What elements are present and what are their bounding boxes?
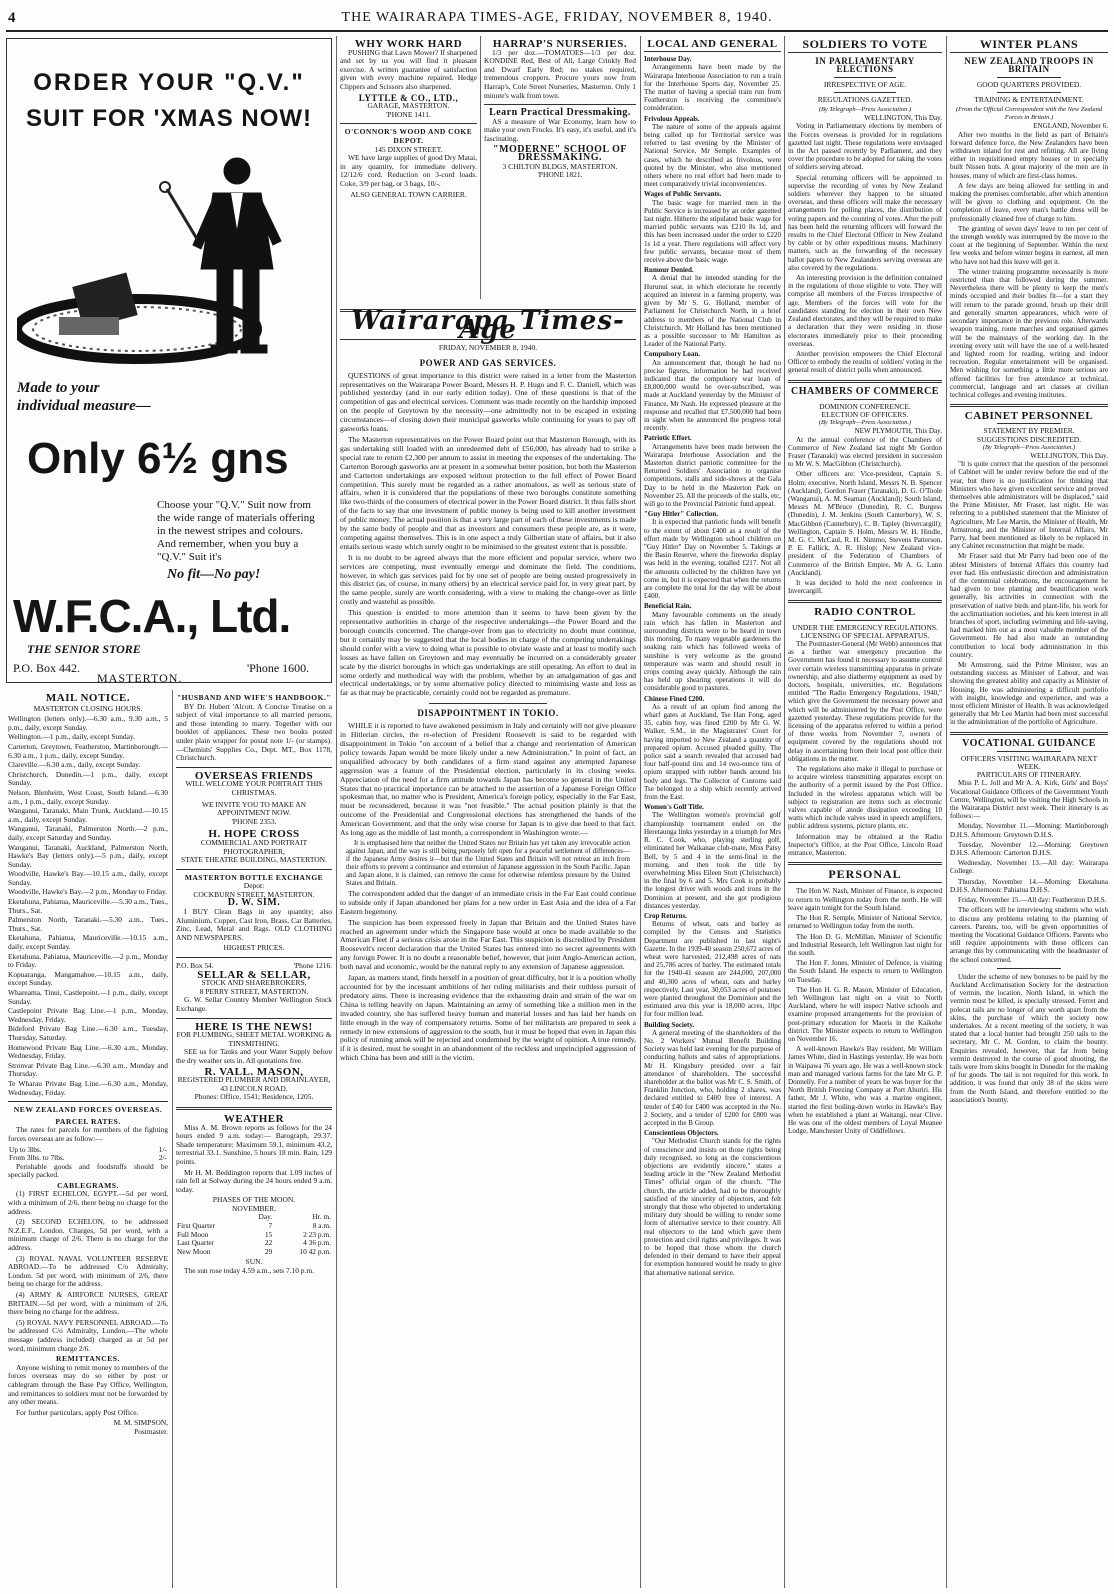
moon-time: 2 23 p.m.: [303, 1229, 331, 1239]
small-ads-column: [176, 690, 332, 1590]
dress-title: Learn Practical Dressmaking.: [489, 107, 631, 119]
local-text: An announcement that, though he had no precise figures, information he had received indicated that the compulsory war loan of £8,000,000 would be over-subscribed, was made at Auckland yesterday by the Minister of Finance, Mr Nash. He expressed pleasure at the response and recalled that £7,500,000 had been in sight when he announced the progress total recently.: [644, 358, 781, 433]
mail-line: Eketahuna, Pahiatua, Mauriceville.—10.15 a.m., daily, except Sunday.: [8, 933, 168, 952]
column-divider: [172, 690, 173, 1588]
mail-line: Te Wharau Private Bag Line.—6.30 a.m., Monday, Wednesday, Friday.: [8, 1078, 168, 1097]
radio-title: RADIO CONTROL: [814, 606, 916, 619]
news-title: HERE IS THE NEWS!: [195, 1020, 313, 1033]
cable-item: (3) ROYAL NAVAL VOLUNTEER RESERVE ABROAD.—To be addressed C/o Admiralty, London. 5d per word, with minimum of 2/6, there being no charge for the address.: [8, 1253, 168, 1289]
bottle-title: MASTERTON BOTTLE EXCHANGE: [184, 872, 324, 882]
mail-line: Bideford Private Bag Line.—6.30 a.m., Tuesday, Thursday, Saturday.: [8, 1024, 168, 1042]
bottle-depot: Depot:: [243, 881, 265, 891]
cabinet-dateline: WELLINGTON, This Day.: [1030, 451, 1108, 460]
local-head: Building Society.: [644, 1020, 695, 1029]
winter-byline: (From the Official Correspondent with the New Zealand Forces in Britain.): [955, 106, 1103, 122]
personal-title: PERSONAL: [828, 867, 902, 882]
ad-phone: 'Phone 1600.: [247, 661, 310, 675]
wfca-advertisement: [6, 38, 332, 683]
soldiers-dateline: WELLINGTON, This Day.: [864, 114, 942, 123]
moon-phase: Last Quarter: [177, 1238, 215, 1248]
mail-lines: [8, 715, 168, 1097]
mail-title: MAIL NOTICE.: [45, 692, 131, 704]
local-head: Interhouse Day.: [644, 55, 692, 64]
editorial-para: WHILE it is reported to have awakened pessimism in Italy and certainly will not give pleasure in Hitlerian circles, the re-election of President Roosevelt is said to be regarded with disappointment in Tokio "on account of a belief that a change and reorientation of American policy towards Japan would be more likely under a new Administration." In point of fact, an unqualified advocacy by both candidates of a firm stand against any attempted Japanese aggression was a feature of the Presidential election, particularly in its closing weeks. Appreciation of the need for a firm attitude towards Japan has become so general in the United States that no practical importance can be attached to the assertion of a Japanese Foreign Office spokesman that, no matter who is President, America's foreign policy, especially in the Far East, must be reconsidered, because it was "not feasible." The actual position plainly is that the outcome of the Presidential and Congressional elections has strengthened the hands of the American Government, and that the only wise course for Japan is to give due heed to that fact. As long ago as the middle of last month, a correspondent in Washington wrote:—: [340, 721, 636, 838]
weather-text-2: Mr H. M. Beddington reports that 1.09 inches of rain fell at Solway during the 24 hours ended 9 a.m. today.: [176, 1167, 332, 1194]
hope-sub: COMMERCIAL AND PORTRAIT PHOTOGRAPHER,: [200, 837, 308, 856]
local-text: The basic wage for married men in the Public Service is increased by an order gazetted last night. Hitherto the stipulated basic wage for married public servants was £210 8s 1d, and this has been increased under the order to £220 1s 1d a year. There regulations will affect very few public servants, because most of them receive above the basic wage.: [644, 198, 781, 265]
ad-town: MASTERTON.: [97, 671, 183, 683]
wood-text: WE have large supplies of good Dry Matai, in any quantity, for immediate delivery. 12/12/6 cord. Reduction on 3-cord loads. Coke, 3/9 per bag, or 3 bags, 10/-.: [340, 153, 477, 188]
editorial-title: POWER AND GAS SERVICES.: [419, 357, 557, 368]
masthead-title: THE WAIRARAPA TIMES-AGE, FRIDAY, NOVEMBER 8, 1940.: [341, 10, 773, 25]
cabinet-title: CABINET PERSONNEL: [964, 410, 1094, 423]
cable-item: (5) ROYAL NAVY PERSONNEL ABROAD.—To be addressed C/o Admiralty, London.—The whole message (address included) charged as at 5d per word, minimum charge 2/6.: [8, 1317, 168, 1353]
soldiers-para: An interesting provision is the definition contained in the regulations of those eligible to vote. They will comprise all members of the Forces irrespective of age. Members of the forces will vote for the candidates standing for election in their own New Zealand electorates, and they will be required to make a declaration that they were residing in those electorates immediately prior to their proceeding overseas.: [788, 274, 942, 348]
mail-line: Stronvar Private Bag Line.—6.30 a.m., Monday and Thursday.: [8, 1060, 168, 1079]
cable-title: CABLEGRAMS.: [57, 1180, 119, 1190]
sellar-box: P.O. Box 54.: [176, 961, 214, 971]
mail-notice-column: [8, 690, 168, 1590]
overseas-phone: 'PHONE 2353.: [231, 816, 277, 826]
news-sub: FOR PLUMBING, SHEET METAL WORKING & TINSMITHING.: [176, 1030, 332, 1048]
ad-headline-1: ORDER YOUR "Q.V.": [33, 69, 305, 96]
remit-title: REMITTANCES.: [56, 1354, 120, 1364]
cable-item: (2) SECOND ECHELON, to be addressed N.Z.E.F., London. Charges, 5d per word, with a minimum charge of 2/6. There is no charge for the address.: [8, 1217, 168, 1253]
bottle-text: I BUY Clean Bags in any quantity; also Aluminium, Copper, Cast Iron, Brass, Car Batteries, Zinc, Lead, Metal and Rags. OLD CLOTHING AND NEWSPAPERS.: [176, 907, 332, 942]
vocational-para: Under the scheme of new bonuses to be paid by the Auckland Acclimatisation Society for the destruction of vermin, the location, North Island, in which the vermin must be killed, is specially stressed. Ferret and polecat tails are no longer of any worth apart from the skins, the purchase of which the society now undertakes. At a recent meeting of the society, it was stated that a local hunter had brought 250 tails to the secretary, Mr C. M. Gordon, to claim the bounty. Enquiries revealed, however, that far from being vermin destroyed in the course of good shooting, the tails were from skins bought in Dunedin for the making of fur goods. The tail is not required for this work. In addition, it was found that only 38 of the skins were from the North Island, and therefore entitled to the association's bounty.: [950, 972, 1108, 1104]
radio-para: The regulations also make it illegal to purchase or to acquire wireless transmitting apparatus except on the authority of a permit issued by the Post Office. Included in the wireless apparatus which will be subject to registration are items such as electronic valves capable of anode dissipation exceeding 10 watts which include valves used in speech amplifiers, public address systems, picture plants, etc.: [788, 765, 942, 831]
winter-para: The winter training programme necessarily is more restricted than that followed during the summer. Nevertheless there will be plenty to keep the men's minds occupied and their bodies fit—for a start they will return to the parade ground, brush up their drill and generally smarten appearances, which were of secondary importance in the previous role. Afterwards weapon training, route marches and organised games will be the mainstays of the working day. In the evening every unit will have the use of a well-heated and lighted room for reading, writing and indoor recreation. Regular entertainment will be organised. Men wishing for something a little more serious are offered facilities for free attendance at technical, commercial, language and art classes at civilian technical colleges and evening institutes.: [950, 267, 1108, 399]
personal-para: The Hon W. Nash, Minister of Finance, is expected to return to Wellington today from the north. He will leave again tonight for the South Island.: [788, 887, 942, 912]
sellar-addr: 8 PERRY STREET, MASTERTON.: [199, 986, 309, 996]
chambers-para: It was decided to hold the next conference in Invercargill.: [788, 578, 942, 596]
ad-box: P.O. Box 442.: [13, 661, 81, 675]
mail-line: Palmerston North, Taranaki.—5.30 a.m., Tues., Thurs., Sat.: [8, 915, 168, 933]
work-addr: GARAGE, MASTERTON.: [367, 101, 450, 111]
vocational-para: Wednesday, November 13.—All day: Wairarapa College.: [950, 859, 1108, 876]
column-divider: [336, 36, 337, 1588]
cable-item: (1) FIRST ECHELON, EGYPT.—5d per word, with a minimum of 2/6, there being no charge for the address.: [8, 1189, 168, 1216]
page-number: 4: [8, 10, 16, 26]
mason-name: R. VALL. MASON,: [204, 1065, 304, 1078]
mail-line: Eketahuna, Pahiatua, Mauriceville.—5.30 a.m., Tues., Thurs., Sat.: [8, 897, 168, 915]
parcel-title: PARCEL RATES.: [55, 1116, 121, 1126]
editorial-column: [340, 304, 636, 1590]
ad-tagline: Made to your individual measure—: [17, 380, 151, 414]
dress-name: "MODERNE" SCHOOL OF DRESSMAKING.: [493, 143, 627, 164]
local-head: Compulsory Loan.: [644, 350, 701, 359]
radio-sub-2: LICENSING OF SPECIAL APPARATUS.: [800, 630, 930, 640]
sellar-sub: STOCK AND SHAREBROKERS,: [201, 978, 307, 988]
ad-company: W.F.C.A., Ltd.: [13, 590, 291, 642]
sun-text: The sun rose today 4.59 a.m., sets 7.10 p.m.: [184, 1266, 314, 1276]
rate-value: 2/-: [158, 1153, 167, 1163]
editorial-para: This question is entitled to more attention than it seems to have been given by the representative authorities in charge of the respective undertakings—the Power Board and the borough councils concerned. The change-over from gas to electricity no doubt must continue, but it certainly may be suggested that the local bodies in charge of the competing undertakings should confer with a view to doing what is possible to obviate waste and at least to modify such losses as have fallen on Greytown and may eventually be incurred on a considerably greater scale by the district boroughs in which gas undertakings are still operating. An effort to deal in some orderly and methodical way with the problem, whether by an amalgamation of gas and electrical undertakings, or by some alternative policy directed to minimising waste and loss as far as that may be practicable, certainly could not be regarded as premature.: [340, 608, 636, 698]
personal-para: The Hon R. Semple, Minister of National Service, returned to Wellington today from the north.: [788, 914, 942, 931]
ad-price: Only 6½ gns: [27, 434, 289, 483]
cabinet-para: Mr Fraser said that Mr Parry had been one of the ablest Ministers of Internal Affairs this country had ever had. His enthusiastic direction and administration of the centennial celebrations, the encouragement he had given to tree planting and beautification work generally, his activities in connection with the preservation of native birds and plant-life, his work for the acclimatisation societies, and his keen interest in all branches of sport, including swimming and life-saving, had marked him out as a most valuable member of the Government. He had also made an outstanding contribution to local body administration in this country.: [950, 552, 1108, 659]
husband-text: BY Dr. Hubert 'Alcott. A Concise Treatise on a subject of vital importance to all married persons, and those intending to marry. Together with our booklet of appliances. These two books posted under plain wrapper for postal note 1/- (or stamps).—Chemists' Supplies Co., Dept. MT., Box 1178, Christchurch.: [176, 701, 332, 763]
rate-label: From 3lbs. to 7lbs.: [9, 1153, 65, 1163]
overseas-text: WE INVITE YOU TO MAKE AN APPOINTMENT NOW.: [201, 799, 307, 818]
local-head: Conscientious Objectors.: [644, 1129, 719, 1138]
local-text: Arrangements have been made by the Wairarapa Interhouse Association to run a train for the Interhouse Sports day, November 25. The matter of having a special train run from Featherston is receiving the committee's consideration.: [644, 63, 781, 113]
mason-phone: Phones: Office, 1541; Residence, 1205.: [194, 1092, 314, 1102]
editorial-para: The suspicion has been expressed freely in Japan that Britain and the United States have reached an agreement under which the Singapore base would at once be made available to the American Fleet if a serious crisis arose in the Far East. This suspicion is discredited by President Roosevelt's recent declaration that the United States has entered into no secret agreements with any foreign Power. It is no doubt a reasonable belief, however, that joint Anglo-American action, both naval and economic, would be the natural reply to any extension of Japanese aggression.: [340, 917, 636, 972]
mail-line: Wanganui, Taranaki, Palmerston North.—2 p.m., daily, except Saturday and Sunday.: [8, 824, 168, 842]
mail-line: Eketahuna, Pahiatua, Mauriceville.—2 p.m., Monday to Friday.: [8, 951, 168, 970]
sellar-phone: 'Phone 1216.: [293, 961, 332, 971]
mail-line: Kopuaranga, Mangamahoe.—10.15 a.m., daily, except Sunday.: [8, 969, 168, 988]
cabinet-para: Mr Armstrong, said the Prime Minister, was an outstanding success as Minister of Labour, and was showing the greatest ability and capacity as Minister of Housing. He was administering a difficult portfolio with insight, knowledge and experience, and was a most efficient Minister of Health. It was acknowledged generally that Mr Lee Martin had been most successful in the administration of the portfolio of Agriculture.: [950, 661, 1108, 727]
radio-para: Information may be obtained at the Radio Inspector's Office, at the Post Office, Lincoln Road entrance, Masterton.: [788, 832, 942, 858]
signer: M. M. SIMPSON,: [113, 1418, 168, 1428]
moon-month: NOVEMBER.: [232, 1203, 276, 1213]
chambers-sub-2: ELECTION OF OFFICERS.: [821, 409, 909, 419]
work-title: WHY WORK HARD: [354, 40, 463, 50]
vocational-para: Thursday, November 14.—Morning: Eketahuna D.H.S. Afternoon: Pahiatua D.H.S.: [950, 877, 1108, 894]
vocational-title: VOCATIONAL GUIDANCE: [962, 737, 1096, 749]
soldiers-para: Voting in Parliamentary elections by members of the Forces overseas is provided for in regulations gazetted last night. These regulations were envisaged in the Act passed recently by Parliament, and they cover the procedure to be adopted for taking the votes of soldiers serving abroad.: [788, 122, 942, 172]
vocational-sub-1: OFFICERS VISITING WAIRARAPA NEXT WEEK.: [960, 753, 1098, 772]
winter-sub-3: TRAINING & ENTERTAINMENT.: [974, 94, 1084, 104]
local-general-column: [644, 40, 781, 1590]
soldiers-sub-1: IN PARLIAMENTARY ELECTIONS: [815, 56, 915, 75]
local-text: The nature of some of the appeals against being called up for Territorial service was referred to last evening by the Minister of National Service, Mr Semple. Examples of cases, which he described as frivolous, were quoted by the Minister, who also mentioned others where no real effort had been made to meet comparatively trivial inconveniences.: [644, 122, 781, 189]
mail-line: Wanganui, Taranaki, Auckland, Palmerston North, Hawke's Bay (letters only).—5 p.m., daily, except Sunday.: [8, 842, 168, 869]
winter-para: A few days are being allowed for settling in and making the premises comfortable, after which attention will be given to clothing and equipment. On the completion of leave, every man's battle dress will be professionally cleaned free of charge to him.: [950, 181, 1108, 223]
work-text: PUSHING that Lawn Mower? If sharpened and set by us you will find it pleasant exercise. A written guarantee of satisfaction given with every machine repaired. Hedge Clippers and Scissors also sharpened.: [340, 47, 477, 91]
column-divider: [640, 36, 641, 1588]
dress-phone: 'PHONE 1821.: [537, 170, 583, 180]
radio-para: The Postmaster-General (Mr Webb) announces that as a further war emergency precaution the Government has found it necessary to assume control over certain wireless transmitting apparatus in private ownership, and also diathermy equipment as used by doctors, hospitals, universities, etc. Regulations entitled "The Radio Emergency Regulations, 1940," which give the Government the necessary power and which will be administered by the Post Office, were gazetted yesterday. These regulations provide for the licensing of the apparatus referred to within a period of three weeks from November 7, owners of equipment covered by the regulations should not delay in ascertaining from their local post office their obligations in the matter.: [788, 640, 942, 763]
column-divider: [784, 36, 785, 1588]
mail-line: Whareama, Tinui, Castlepoint.—1 p.m., daily, except Sunday.: [8, 988, 168, 1006]
mail-line: Wellington (letters only).—6.30 a.m., 9.30 a.m., 5 p.m., daily, except Sunday.: [8, 714, 168, 732]
mail-line: Homewood Private Bag Line.—6.30 a.m., Monday, Wednesday, Friday.: [8, 1042, 168, 1061]
mail-line: Carterton, Greytown, Featherston, Martinborough.—6.30 a.m., 1 p.m., daily, except Sunday.: [8, 741, 168, 760]
right-column: [950, 40, 1108, 1590]
editorial-para: Japan, as matters stand, finds herself in a position of great difficulty, but it is a position wholly accounted for by the incessant ambitions of her ruling militarists and their ruthless pursuit of predatory aims. There is increasing evidence that the exhausting drain and strain of the war on China is telling heavily on Japan. Maintaining an army of something like a million men in the invaded country, she has suffered heavy human and material losses and has laid her hands on little enough in the way of compensatory returns. Some of her militarists are prepared to seek a remedy in new extensions of aggression to the south, but it must be hoped that even in Japan this policy of running amok will be rejected and condemned by the weight of opinion. A true remedy, if it is desired, must be sought in an abandonment of the reckless and unprincipled aggression of which China has been and still is the victim.: [340, 973, 636, 1063]
parcel-note: Perishable goods and foodstuffs should be specially packed.: [8, 1161, 168, 1180]
mail-line: Nelson, Blenheim, West Coast, South Island.—6.30 a.m., 1 p.m., daily, except Sunday.: [8, 787, 168, 806]
soldiers-sub-2: IRRESPECTIVE OF AGE.: [823, 79, 907, 89]
moon-day: 7: [268, 1221, 273, 1231]
chambers-sub-1: DOMINION CONFERENCE.: [819, 401, 911, 411]
local-text: It is expected that patriotic funds will benefit to the extent of about £400 as a result of the effort made by Wellington school children on "Guy Hitler" Day on November 5. Takings at the Basin Reserve, where the fireworks display was held in the evening, totalled £217. Not all the amounts collected by the children have yet come in, but it is expected that when the returns are complete the total for the day will be about £400.: [644, 518, 781, 601]
mason-addr: 43 LINCOLN ROAD.: [220, 1083, 288, 1093]
vocational-para: Monday, November 11.—Morning: Martinborough D.H.S. Afternoon: Greytown D.H.S.: [950, 822, 1108, 839]
local-head: Frivolous Appeals.: [644, 114, 700, 123]
local-text: Many favourable comments on the steady rain which has fallen in Masterton and surrounding districts were to be heard in town this morning. To many vegetable gardeners the soaking rain which has followed weeks of sunshine is very welcome as the ground temperature was warm and should result in crops coming away quickly. Although the rain has held up shearing operations it will do considerable good to pastures.: [644, 610, 781, 693]
soldiers-byline: (By Telegraph—Press Association.): [818, 106, 912, 114]
moon-time: 4 36 p.m.: [303, 1238, 331, 1248]
local-title: LOCAL AND GENERAL: [644, 40, 781, 52]
chambers-byline: (By Telegraph—Press Association.): [818, 419, 912, 427]
local-head: "Guy Hitler" Collection.: [644, 510, 719, 519]
local-text: A denial that he intended standing for the Hurunui seat, in which electorate he recently acquired an interest in a farming property, was given by Mr S. G. Holland, member of Parliament for Christchurch North, in a brief address to members of the National Club in Christchurch. Mr Holland has been mentioned as a possible successor to Mr Hamilton as Leader of the National Party.: [644, 274, 781, 349]
mail-line: Clareville.—6.30 a.m., daily, except Sunday.: [8, 760, 141, 770]
ad-headline-2: SUIT FOR 'XMAS NOW!: [25, 105, 313, 132]
moon-head-day: Day.: [258, 1212, 273, 1222]
forces-title: NEW ZEALAND FORCES OVERSEAS.: [13, 1105, 163, 1115]
work-phone: 'PHONE 1411.: [386, 109, 431, 119]
suited-man-illustration: [17, 149, 327, 389]
overseas-sub: WILL WELCOME YOUR PORTRAIT THIS CHRISTMAS.: [185, 779, 323, 797]
husband-title: "HUSBAND AND WIFE'S HANDBOOK.": [176, 693, 332, 702]
moon-time: 10 42 p.m.: [299, 1246, 331, 1256]
top-ads-left: [340, 40, 477, 302]
winter-dateline: ENGLAND, November 6.: [1033, 122, 1108, 131]
winter-para: The granting of seven days' leave to ten per cent of the strength weekly was interrupted by the move to the coast at the beginning of September. Within the next few weeks and before winter begins in earnest, all men who have not had this leave will get it.: [950, 224, 1108, 266]
mail-line: Wellington.—1 p.m., daily, except Sunday.: [8, 732, 135, 742]
moon-table: [176, 1213, 332, 1256]
rate-value: 1/-: [158, 1144, 167, 1154]
column-divider: [946, 36, 947, 1588]
editorial-para: It is no doubt to be agreed always that the more efficient and popular service, where two services are competing, must eventually emerge and dominate the field. The conditions, however, in which gas services paid for by one set of people are being ousted progressively in this district (as, of course, in many others) by an electrical service paid for, in very great part, by the same people, surely are worth considering, with a view to making the change-over as little costly and wasteful as possible.: [340, 552, 636, 607]
hope-name: H. HOPE CROSS: [208, 828, 300, 841]
wood-note: ALSO GENERAL TOWN CARRIER.: [350, 189, 467, 199]
nameplate: Wairarapa Times-Age: [351, 306, 625, 345]
local-head: Rumour Denied.: [644, 266, 694, 275]
local-text: Returns of wheat, oats and barley as compiled by the Census and Statistics Department are published in last night's Gazette. In the 1939-40 season 250,672 acres of wheat were harvested, 212,498 acres of oats and 25,786 acres of barley. The estimated totals for the 1940-41 season are 244,000, 207,000 and 40,300 acres of wheat, oats and barley respectively. Last year, 30,053 acres of potatoes were planted throughout the Dominion and the estimated area this year is 18,000 acres, 10pc for four million lead.: [644, 920, 781, 1019]
ad-body: Choose your "Q.V." Suit now from the wide range of materials offering in the newest stripes and colours. And remember, when you buy a "Q.V." Suit it's: [157, 499, 315, 563]
local-text: As a result of an opium find among the wharf gates at Auckland, Tse Han Fong, aged 35, cabin boy, was fined £200 by Mr G. W. Walker, S.M., in the Magistrates' Court for having imported to New Zealand a quantity of prepared opium. Accused pleaded guilty. The police said a search revealed that accused had four half-pound tins and 14 two-ounce tins of opium strapped with rubber bands around his body and legs. The Collector of Customs said Tse belonged to a ship which recently arrived from the East.: [644, 702, 781, 802]
personal-para: A well-known Hawke's Bay resident, Mr William James White, died in Hastings yesterday. He was born in Waipawa 76 years ago. He was a well-known stock man and managed various farms for the late Mr G. P. Donnelly. For a number of years he was buyer for the North British Freezing Company at Port Ahuriri. His father, Mr J. White, who was a marine engineer, started the first boiling-down works in Hawke's Bay when he established a plant at Waitangi, near Clive. He was one of the oldest members of Loyal Meanee Lodge, Manchester Unity of Oddfellows.: [788, 1045, 942, 1136]
ad-store: THE SENIOR STORE: [27, 642, 141, 656]
editorial-date: FRIDAY, NOVEMBER 8, 1940.: [438, 342, 538, 352]
personal-para: The Hon D. G. McMillan, Minister of Scientific and Industrial Research, left Wellington last night for the south.: [788, 932, 942, 957]
harrap-title: HARRAP'S NURSERIES.: [492, 40, 628, 50]
editorial-quote: It is emphasised here that neither the United States nor Britain has yet taken any irrevocable action against Japan, and the way is still being purposely left open for a peaceful settlement of differences—if the Japanese Army desires it—but that the United States and Britain will not retreat an inch from their efforts to prevent a continuance and extension of Japanese aggression in the South Pacific. Japan and Japan alone, it is claimed, can remove the cause for otherwise relentless pressure by the United States and Britain.: [346, 839, 630, 887]
chambers-title: CHAMBERS OF COMMERCE: [791, 385, 939, 397]
soldiers-sub-3: REGULATIONS GAZETTED.: [817, 94, 913, 104]
moon-title: PHASES OF THE MOON.: [212, 1195, 296, 1205]
bottle-prices: HIGHEST PRICES.: [223, 943, 285, 953]
cabinet-para: "It is quite correct that the question of the personnel of Cabinet will be under review before the end of the year, but there is no justification for thinking that Ministers who have given excellent service and proved themselves able administrators will be displaced," said the Prime Minister, Mr Fraser, last night. He was referring to a published statement that the Minister of Agriculture, Mr Lee Martin, the Minister of Health, Mr Armstrong, and the Minister of Internal Affairs, Mr Parry, had been mentioned as likely to be replaced in any Cabinet reconstruction that might be made.: [950, 460, 1108, 551]
moon-day: 15: [264, 1229, 273, 1239]
news-column: [788, 40, 942, 1590]
cabinet-sub-1: STATEMENT BY PREMIER.: [983, 426, 1075, 436]
mail-subtitle: MASTERTON CLOSING HOURS.: [33, 703, 143, 713]
news-text: SEE us for Tanks and your Water Supply before the dry weather sets in. All quotations free.: [176, 1047, 332, 1065]
mail-line: Christchurch, Dunedin.—1 p.m., daily, except Sunday.: [8, 769, 168, 788]
soldiers-para: Special returning officers will be appointed to supervise the recording of votes by New Zealand soldiers wherever they happen to be situated overseas, and these officers will make the necessary arrangements for polling places, the distribution of voting papers and the counting of votes. After the poll has been held the returning officers will forward the results to the Chief Electoral Officer in New Zealand by cable or by other expeditious means. Machinery matters, such as the forwarding of the necessary ballot papers to New Zealanders serving overseas are also covered by the regulations.: [788, 173, 942, 272]
mail-line: Woodville, Hawke's Bay.—2 p.m., Monday to Friday.: [8, 887, 168, 897]
overseas-title: OVERSEAS FRIENDS: [194, 769, 314, 782]
top-ads-right: [484, 40, 636, 302]
bottle-addr: COCKBURN STREET, MASTERTON.: [193, 889, 315, 899]
winter-title: WINTER PLANS: [979, 40, 1079, 51]
sellar-text: G. W. Sellar Country Member Wellington Stock Exchange.: [176, 995, 332, 1013]
sun-title: SUN.: [245, 1257, 263, 1267]
personal-para: The Hon F. Jones, Minister of Defence, is visiting the South Island. He expects to return to Wellington on Tuesday.: [788, 959, 942, 984]
local-text: A general meeting of the shareholders of the No. 2 Workers' Mutual Benefit Building Society was held last evening for the purpose of conducting ballots and sales of appropriations. Mr H. Kingsbury presided over a fair attendance of shareholders. The successful shareholder at the ballot was Mr C. S. Smith, of Franklin Junction, who, holding 2 shares, was declared entitled to £400 free of interest. A tender of £40 for £400 was accepted in the No. 2 Society, and a tender of £200 for £800 was accepted in the B Group.: [644, 1028, 781, 1127]
moon-row: [176, 1248, 332, 1257]
work-name: LYTTLE & CO., LTD.,: [358, 92, 459, 103]
cabinet-byline: (By Telegraph—Press Association.): [982, 443, 1076, 451]
weather-title: WEATHER: [223, 1112, 285, 1125]
soldiers-para: Another provision empowers the Chief Electoral Officer to embody the results of soldiers' voting in the general result of district polls when announced.: [788, 349, 942, 375]
column-divider: [480, 36, 481, 299]
hope-addr: STATE THEATRE BUILDING, MASTERTON.: [181, 855, 327, 865]
moon-phase: New Moon: [177, 1246, 211, 1256]
signer-title: Postmaster.: [134, 1426, 168, 1436]
editorial-para: The correspondent added that the danger of an immediate crisis in the Far East could continue to subside only if Japan abandoned her plans for a new order in East Asia and the idea of a Far Eastern hegemony.: [340, 888, 636, 916]
remit-more: For further particulars, apply Post Office.: [16, 1407, 139, 1417]
mail-line: Wanganui, Taranaki, Main Trunk, Auckland.—10.15 a.m., daily, except Sunday.: [8, 806, 168, 824]
radio-sub-1: UNDER THE EMERGENCY REGULATIONS.: [792, 622, 938, 632]
moon-day: 22: [264, 1238, 273, 1248]
dress-text: AS a measure of War Economy, learn how to make your own Frocks. It's easy, it's useful, and it's fascinating.: [484, 116, 636, 143]
parcel-text: The rates for parcels for members of the fighting forces overseas are as follow:—: [8, 1125, 168, 1143]
moon-time: 8 a.m.: [312, 1221, 331, 1231]
vocational-para: Miss P. L. Joll and Mr A. A. Kirk, Girls' and Boys' Vocational Guidance Officers of the Government Youth Centre, Wellington, will be visiting the High Schools in the Wairarapa District next week. Their itinerary is as follows:—: [950, 779, 1108, 821]
wood-addr: 145 DIXON STREET.: [374, 144, 443, 154]
winter-sub-1: NEW ZEALAND TROOPS IN BRITAIN: [964, 56, 1094, 75]
mail-line: Woodville, Hawke's Bay.—10.15 a.m., daily, except Sunday.: [8, 869, 168, 887]
local-text: "Our Methodist Church stands for the rights of conscience and insists on those rights being duly recognised, so long as the conscientious objections are evidently sincere," states a leading article in the "New Zealand Methodist Times" official organ of the church. "The church, the article added, had to be thoroughly satisfied of the sincerity of objectors, and felt strongly that those who objected to undertaking military duty should be willing to render some form of alternative service to their country. All real objectors to the land which gave them protection and civil rights and privileges. It was to be hoped that those whom the church defended in their demand to have their appeal for exemption honoured would be ready to give that alternative national service.: [644, 1137, 781, 1277]
local-head: Wages of Public Servants.: [644, 190, 722, 199]
ad-slogan: No fit—No pay!: [167, 567, 261, 582]
chambers-para: At the annual conference of the Chambers of Commerce of New Zealand last night Mr Gordon Fraser (Taranaki) was elected president in succession to Mr W. S. MacGibbon (Christchurch).: [788, 435, 942, 469]
vocational-para: Tuesday, November 12.—Morning: Greytown D.H.S. Afternoon: Carterton D.H.S.: [950, 840, 1108, 858]
masthead: [6, 6, 1108, 32]
sellar-name: SELLAR & SELLAR,: [197, 968, 311, 981]
moon-phase: First Quarter: [177, 1221, 215, 1231]
winter-sub-2: GOOD QUARTERS PROVIDED.: [976, 79, 1082, 89]
soldiers-title: SOLDIERS TO VOTE: [802, 40, 928, 51]
winter-para: After two months in the field as part of Britain's forward defence force, the New Zealanders have been withdrawn inland for rest and refitting. All are living either in requisitioned empty houses or in specially built Nissen huts. A great majority of the men are in houses, many of which are first-class homes.: [950, 130, 1108, 180]
harrap-text: 1/3 per doz.—TOMATOES—1/3 per doz. KONDINE Red, Best of All, Large Crinkly Red and Dwarf Early Red; no stakes required, tremendous croppers. Procure yours now from Harrap's, Cole Street Nurseries, Masterton. Only 1 minute's walk from town.: [484, 47, 636, 100]
editorial-title-2: DISAPPOINTMENT IN TOKIO.: [417, 708, 559, 719]
vocational-sub-2: PARTICULARS OF ITINERARY.: [976, 770, 1082, 780]
local-text: Arrangements have been made between the Wairarapa Interhouse Association and the Masterton district patriotic committee for the Returned Soldiers' Association to organise competitions, stalls and side-shows at the Gala Day to be held in the Masterton Park on November 25. All the proceeds of the stalls, etc, will go to the Provincial Patriotic fund appeal.: [644, 442, 781, 508]
editorial-para: The Masterton representatives on the Power Board point out that Masterton Borough, with its gas undertaking still loaded with an unredeemed debt of £56,000, has already had to strike a special rate to return £2,300 per annum to assist in meeting the expenses of the undertaking. The Carterton Borough gasworks are at present in a somewhat better position, but both the Masterton and Carterton undertakings are exposed without protection to the full effect of Power Board competition. This surely must be regarded as a rather anomalous, as well as serious state of affairs, when it is considered that the populations of these two boroughs constitute something like two-thirds of the consumers of electrical power in the Power Board district. It thus falls short of the facts to say that one investment of public money is being used to kill another investment of public money. The actual position is that a very large part of each of these investments is made by the same body of people and that as investors and consumers these people are, as it were, competing against themselves. This is in one aspect a truly Gilbertian state of affairs, but it also entails serious waste which surely ought to be minimised to the greatest extent that is possible.: [340, 434, 636, 551]
cable-item: (4) ARMY & AIRFORCE NURSES, GREAT BRITAIN.—5d per word, with a minimum of 2/6, there being no charge for the address.: [8, 1290, 168, 1317]
chambers-para: Other officers are: Vice-president, Captain S. Holm; executive, North Island, Messrs N. B. Spencer (Auckland), Gordon Fraser (Taranaki), D. G. O'Toole (Wanganui), A. M. Seaman (Auckland); South Island, Messrs M. M'Bruce (Dunedin), R. C. Burgess (Dunedin), J. M. Jenkins (South Canterbury), W. S. MacGibbon (Canterbury), C. B. Tapley (Invercargill); Wellington, Captain S. Holm, Messrs W. H. Hindle, M. G. C. McCaul, R. H. Nimmo, Stevens Patterson, P. E. Fallick, A. R. Hislop; New Zealand vice-president of the Federation of Chambers of Commerce of the British Empire, Mr A. G. Lunn (Auckland).: [788, 470, 942, 577]
local-head: Women's Golf Title.: [644, 803, 704, 812]
weather-text: Miss A. M. Brown reports as follows for the 24 hours ended 9 a.m. today:— Barograph, 29.37. Shade temperature: Maximum 59.1, minimum 43.2, terrestrial 33.1. Sunshine, 5 hours 18 min. Rain, 129 points.: [176, 1122, 332, 1166]
bottle-name: D. W. SIM.: [227, 897, 281, 909]
mason-sub: REGISTERED PLUMBER AND DRAINLAYER,: [177, 1075, 331, 1085]
remit-text: Anyone wishing to remit money to members of the forces overseas may do so either by post or cablegram through the Base Pay Office, Wellington, and remittances to soldiers must not be forwarded by any other means.: [8, 1362, 168, 1407]
local-head: Patriotic Effort.: [644, 434, 692, 443]
parcel-rates-table: [8, 1146, 168, 1163]
moon-phase: Full Moon: [177, 1229, 209, 1239]
mail-line: Castlepoint Private Bag Line.—1 p.m., Monday, Wednesday, Friday.: [8, 1006, 168, 1024]
vocational-para: Friday, November 15.—All day: Featherston D.H.S.: [958, 896, 1107, 905]
local-text: The Wellington women's provincial golf championship tournament ended on the Heretaunga links yesterday in a triumph for Mrs R. C. Cook, who, playing sterling golf, eliminated her Waikanae club-mate, Miss Patsy Bell, by 5 and 4 in the semi-final in the morning, and then took the title by overwhelming Miss Eileen Stott (Christchurch) in the final by 6 and 5. Mrs Cook is probably the longest driver with woods and irons in the Dominion at present, and she got prodigious distances yesterday.: [644, 811, 781, 910]
personal-para: The Hon H. G. R. Mason, Minister of Education, left Wellington last night on a visit to North Auckland, where he will inspect Native schools and examine proposed arrangements for the provision of post-primary education for Maoris in the Kaikohe district. The Minister expects to return to Wellington on November 16.: [788, 985, 942, 1043]
local-head: Beneficial Rain.: [644, 602, 692, 611]
dress-addr: 3 CHILTON BLDGS, MASTERTON.: [502, 161, 618, 171]
cabinet-sub-2: SUGGESTIONS DISCREDITED.: [976, 434, 1082, 444]
moon-day: 29: [264, 1246, 273, 1256]
rate-label: Up to 3lbs.: [9, 1144, 42, 1154]
moon-head-hr: Hr. m.: [312, 1212, 331, 1222]
vocational-para: The officers will be interviewing students who wish to discuss any problems relating to the planning of careers. Parents, too, will be given opportunities of meeting the Vocational Guidance Officers. Parents who still require appointments with these officers can arrange this by communicating with the headmaster of the school concerned.: [950, 906, 1108, 964]
wood-title: O'CONNOR'S WOOD AND COKE DEPOT.: [344, 127, 473, 145]
local-head: Chinese Fined £200.: [644, 694, 705, 703]
local-head: Crop Returns.: [644, 911, 688, 920]
editorial-para: QUESTIONS of great importance to this district were raised in a letter from the Masterton representatives on the Wairarapa Power Board, Messrs H. P. Hugo and F. C. Daniell, which was published yesterday (and in our early edition today). One of these questions is that of the competition of gas and electrical services. Comment was made recently on the hardship imposed on the people of Greytown by the necessity—one admittedly not to be escaped in existing circumstances—of closing down their municipal gasworks while continuing for years to pay off gasworks loans.: [340, 370, 636, 434]
chambers-dateline: NEW PLYMOUTH, This Day.: [854, 427, 942, 436]
